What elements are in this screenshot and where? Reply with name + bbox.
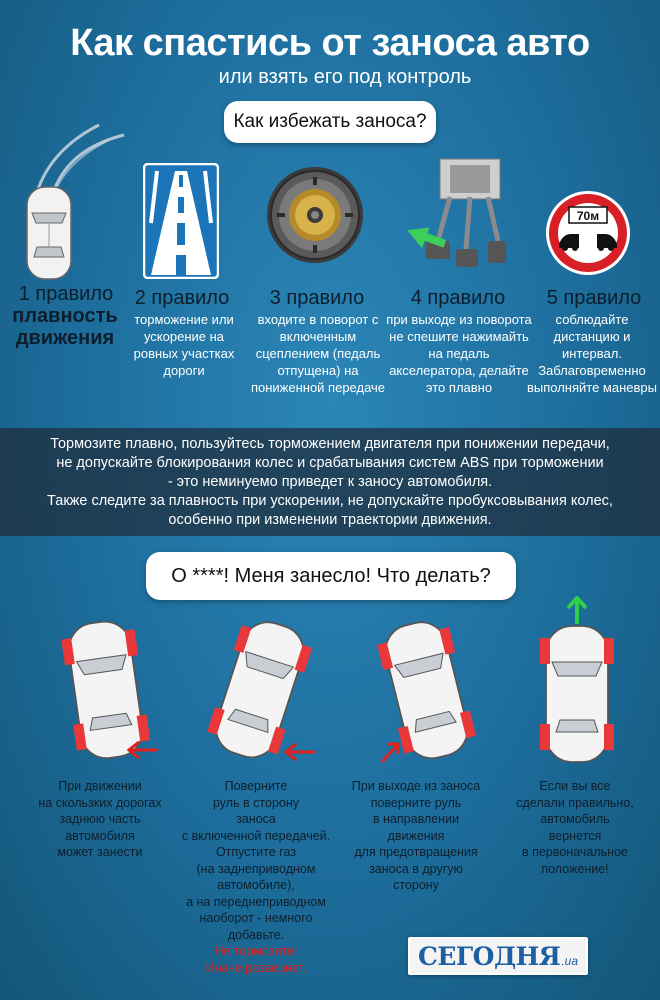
segodnya-logo[interactable] xyxy=(408,937,588,975)
step-3-line: сторону xyxy=(393,878,439,892)
step-2-line: Отпустите газ xyxy=(215,845,297,859)
step-2-line: наоборот - немного xyxy=(199,911,313,925)
step-1-line: может занести xyxy=(57,845,143,859)
step-1-line: на скользких дорогах xyxy=(38,795,162,810)
step-4-line: положение! xyxy=(541,861,609,876)
step-2-line: с включенной передачей. xyxy=(181,828,331,843)
step-3-line: поверните руль xyxy=(370,795,462,810)
step-2-line: автомобиле), xyxy=(217,878,295,892)
sign-distance-label: 70м xyxy=(576,209,600,223)
step-2-line: заноса xyxy=(236,812,276,826)
step-4-line: вернется xyxy=(548,828,602,843)
step-3-line: для предотвращения xyxy=(354,845,478,859)
tips-line: не допускайте блокирования колес и срабатывания систем ABS при торможении xyxy=(56,455,604,471)
page-subtitle: или взять его под контроль xyxy=(218,66,472,88)
rule-2-text: торможение или ускорение на ровных участках дороги xyxy=(133,312,235,378)
rule-4-title: 4 правило xyxy=(410,287,506,309)
step-2-line: руль в сторону xyxy=(212,795,300,810)
step-3-line: движения xyxy=(387,828,445,843)
step-2-line: добавьте. xyxy=(227,927,285,942)
car-skid-step-2-icon xyxy=(200,612,320,772)
tips-line: Тормозите плавно, пользуйтесь торможением двигателя при понижении передачи, xyxy=(50,436,610,452)
rule-5-title: 5 правило xyxy=(546,287,642,309)
step-4-line: автомобиль xyxy=(540,812,610,826)
section-heading-avoid-skid: Как избежать заноса? xyxy=(224,101,436,143)
step-1-line: заднюю часть xyxy=(59,812,141,826)
step-1-line: При движении xyxy=(58,779,142,793)
rule-5-text: соблюдайте дистанцию и интервал. Заблаговременно выполняйте маневры xyxy=(526,312,657,395)
step-2-warning: Не тормозите! xyxy=(214,944,298,958)
step-3-line: При выходе из заноса xyxy=(351,779,481,793)
tips-line: Также следите за плавность при ускорении, не допускайте пробуксовывания колес, xyxy=(47,493,613,509)
page-title: Как спастись от заноса авто xyxy=(70,22,590,64)
step-2-line: Поверните xyxy=(224,779,288,793)
car-drifting-icon xyxy=(14,115,134,285)
tips-band xyxy=(0,428,660,536)
car-skid-step-3-icon xyxy=(368,612,488,772)
rule-2-title: 2 правило xyxy=(134,287,230,309)
rule-4-text: при выходе из поворота не спешите нажимайть на педаль акселератора, делайте это плавно xyxy=(386,312,532,395)
rule-3-title: 3 правило xyxy=(269,287,365,309)
tips-line: особенно при изменении траектории движения. xyxy=(168,512,492,528)
step-1-line: автомобиля xyxy=(65,828,135,843)
logo-name: СЕГОДНЯ xyxy=(417,941,561,971)
rule-1-title: 1 правило xyxy=(18,283,114,305)
step-2-line: а на переднеприводном xyxy=(186,894,326,909)
rule-1-text: плавность движения xyxy=(12,305,118,349)
tips-line: - это неминуемо приведет к заносу автомобиля. xyxy=(167,474,493,490)
distance-sign-icon xyxy=(545,190,631,276)
clutch-disc-icon xyxy=(265,163,365,267)
car-skid-step-4-icon xyxy=(532,596,622,772)
step-1-text xyxy=(20,778,180,861)
step-3-line: в направлении xyxy=(372,812,460,826)
step-4-line: в первоначальное xyxy=(522,845,628,859)
step-3-text xyxy=(336,778,496,894)
rule-3-text: входите в поворот с включенным сцеплением (педаль отпущена) на пониженной передаче xyxy=(250,312,386,395)
logo-domain: .ua xyxy=(561,954,579,968)
section-heading-skid-action: О ****! Меня занесло! Что делать? xyxy=(146,552,516,600)
car-skid-step-1-icon xyxy=(55,612,165,772)
step-3-line: заноса в другую xyxy=(369,861,463,876)
step-4-text xyxy=(500,778,650,877)
step-2-text xyxy=(172,778,340,976)
step-4-line: Если вы все xyxy=(539,779,611,793)
pedals-icon xyxy=(400,157,508,273)
step-2-line: (на заднеприводном xyxy=(196,861,316,876)
step-2-warning: Иначе развернет. xyxy=(205,960,307,975)
step-4-line: сделали правильно, xyxy=(516,795,634,810)
straight-road-sign-icon xyxy=(143,163,219,279)
